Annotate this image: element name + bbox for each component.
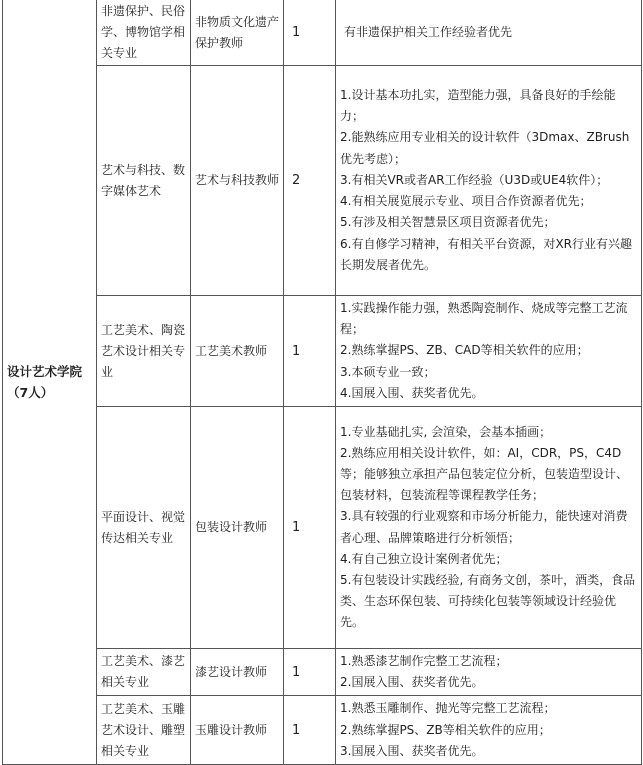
requirement-item: 1.实践操作能力强，熟悉陶瓷制作、烧成等完整工艺流程； <box>340 301 628 337</box>
requirement-item: 2.熟练应用相关设计软件，如：AI，CDR，PS，C4D等；能够独立承担产品包装定位分析，包装造型设计、包装材料，包装流程等课程教学任务； <box>340 445 629 503</box>
table-row <box>3 407 642 649</box>
requirement-item: 1.设计基本功扎实，造型能力强，具备良好的手绘能力； <box>340 88 616 124</box>
requirement-item: 2.国展入围、获奖者优先。 <box>340 675 484 690</box>
requirements-cell <box>336 66 642 296</box>
requirement-item: 3.国展入围、获奖者优先。 <box>340 743 484 758</box>
requirement-item: 2.熟练掌握PS、ZB等相关软件的应用； <box>340 722 551 737</box>
department-name: 设计艺术学院 <box>7 364 83 380</box>
requirement-item: 有非遗保护相关工作经验者优先 <box>344 24 513 39</box>
major-cell: 非遗保护、民俗学、博物馆学相关专业 <box>97 0 191 66</box>
position-cell: 工艺美术教师 <box>191 296 284 407</box>
number-cell: 1 <box>284 296 336 407</box>
major-cell: 平面设计、视觉传达相关专业 <box>97 407 191 649</box>
table-row <box>3 649 642 696</box>
position-cell: 玉雕设计教师 <box>191 696 284 765</box>
requirement-item: 1.熟悉漆艺制作完整工艺流程； <box>340 654 508 669</box>
table-row <box>3 696 642 765</box>
number-cell: 1 <box>284 407 336 649</box>
requirement-item: 2.能熟练应用专业相关的设计软件（3Dmax、ZBrush优先考虑）； <box>340 130 630 166</box>
requirement-item: 1.专业基础扎实, 会渲染，会基本插画； <box>340 424 552 439</box>
number-cell: 1 <box>284 696 336 765</box>
position-cell: 漆艺设计教师 <box>191 649 284 696</box>
requirement-item: 3.具有较强的行业观察和市场分析能力，能快速对消费者心理、品牌策略进行分析领悟； <box>340 509 628 545</box>
requirement-item: 4.有相关展览展示专业、项目合作资源者优先； <box>340 194 592 209</box>
department-count: （7人） <box>7 385 54 401</box>
requirement-item: 3.本硕专业一致； <box>340 364 436 379</box>
table-row <box>3 0 642 66</box>
requirement-item: 3.有相关VR或者AR工作经验（U3D或UE4软件）； <box>340 172 609 187</box>
requirements-cell <box>336 296 642 407</box>
position-cell: 艺术与科技教师 <box>191 66 284 296</box>
requirement-item: 1.熟悉玉雕制作、抛光等完整工艺流程； <box>340 701 556 716</box>
requirement-item: 2.熟练掌握PS、ZB、CAD等相关软件的应用； <box>340 343 589 358</box>
table-row <box>3 66 642 296</box>
position-cell: 非物质文化遗产保护教师 <box>191 0 284 66</box>
position-cell: 包装设计教师 <box>191 407 284 649</box>
requirement-item: 5.有包装设计实践经验, 有商务文创，茶叶，酒类，食品类、生态环保包装、可持续化包装等领域设计经验优先。 <box>340 572 636 630</box>
number-cell: 1 <box>284 649 336 696</box>
table-row <box>3 296 642 407</box>
requirements-cell <box>336 649 642 696</box>
requirements-cell <box>336 0 642 66</box>
major-cell: 艺术与科技、数字媒体艺术 <box>97 66 191 296</box>
requirement-item: 5.有涉及相关智慧景区项目资源者优先； <box>340 215 556 230</box>
requirement-item: 4.国展入围、获奖者优先。 <box>340 385 484 400</box>
department-cell <box>3 0 97 765</box>
requirement-item: 6.有自修学习精神，有相关平台资源，对XR行业有兴趣长期发展者优先。 <box>340 236 633 272</box>
recruitment-table <box>2 0 642 765</box>
requirements-cell <box>336 696 642 765</box>
major-cell: 工艺美术、玉雕艺术设计、雕塑相关专业 <box>97 696 191 765</box>
major-cell: 工艺美术、陶瓷艺术设计相关专业 <box>97 296 191 407</box>
number-cell: 1 <box>284 0 336 66</box>
requirements-cell <box>336 407 642 649</box>
requirement-item: 4.有自己独立设计案例者优先； <box>340 551 508 566</box>
major-cell: 工艺美术、漆艺相关专业 <box>97 649 191 696</box>
number-cell: 2 <box>284 66 336 296</box>
